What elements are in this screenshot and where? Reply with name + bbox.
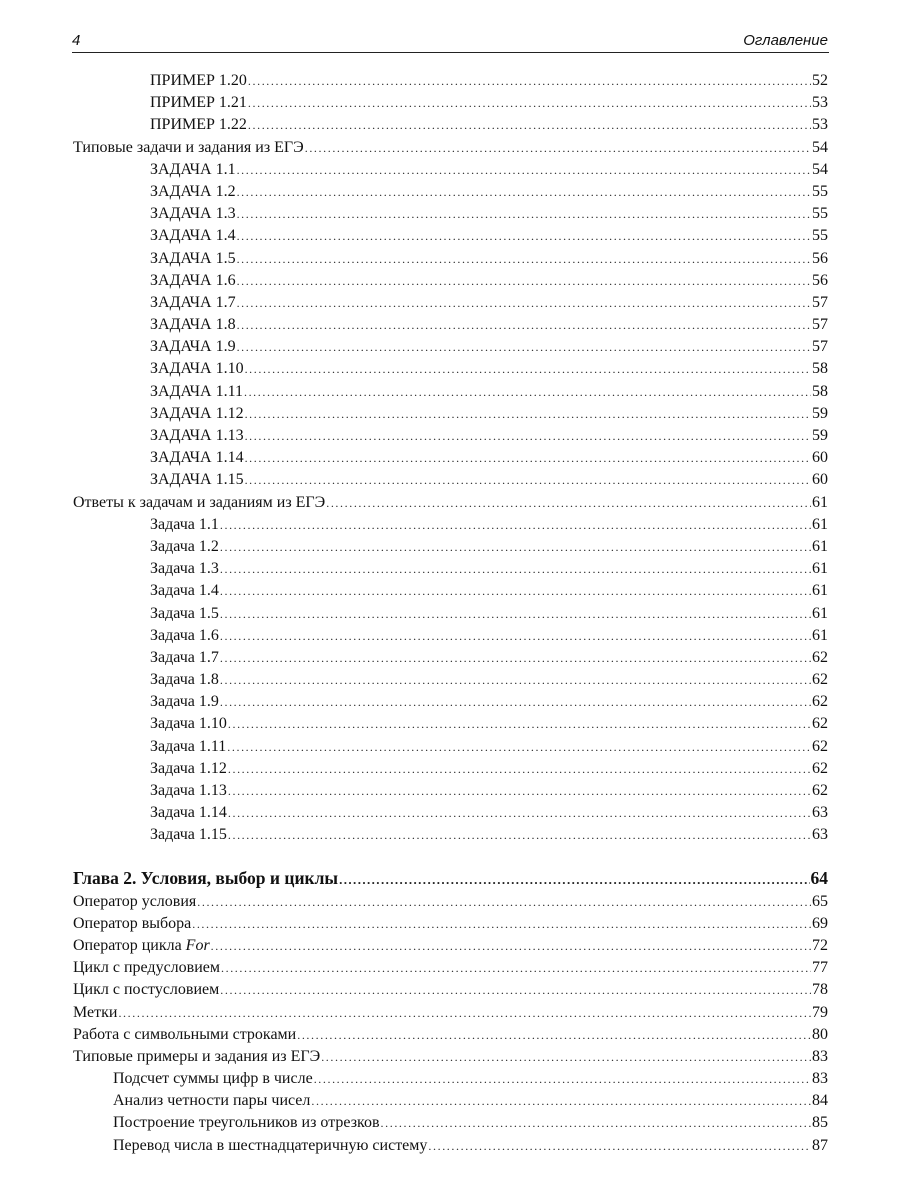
dot-leader xyxy=(220,625,811,647)
toc-entry-title: ЗАДАЧА 1.7 xyxy=(150,293,236,311)
dot-leader xyxy=(245,425,811,447)
toc-entry-page: 53 xyxy=(812,116,828,134)
toc-entry-title: Задача 1.15 xyxy=(150,826,227,844)
toc-entry-title: ЗАДАЧА 1.3 xyxy=(150,205,236,223)
toc-entry-page: 62 xyxy=(812,693,828,711)
table-of-contents xyxy=(73,70,828,1157)
dot-leader xyxy=(118,1002,811,1024)
toc-entry-title: ПРИМЕР 1.22 xyxy=(150,116,247,134)
toc-entry-title: ЗАДАЧА 1.5 xyxy=(150,249,236,267)
dot-leader xyxy=(220,558,811,580)
toc-entry-title: ЗАДАЧА 1.6 xyxy=(150,271,236,289)
dot-leader xyxy=(211,935,811,957)
toc-entry[interactable] xyxy=(73,669,828,691)
toc-entry-page: 77 xyxy=(812,959,828,977)
dot-leader xyxy=(297,1024,811,1046)
toc-entry-page: 61 xyxy=(812,560,828,578)
dot-leader xyxy=(220,536,811,558)
toc-entry-page: 63 xyxy=(812,804,828,822)
toc-entry[interactable] xyxy=(73,691,828,713)
toc-entry[interactable] xyxy=(73,92,828,114)
toc-entry[interactable] xyxy=(73,736,828,758)
toc-entry[interactable] xyxy=(73,403,828,425)
toc-entry[interactable] xyxy=(73,314,828,336)
toc-entry-page: 61 xyxy=(812,582,828,600)
dot-leader xyxy=(314,1068,811,1090)
page-number: 4 xyxy=(72,32,81,49)
toc-entry-page: 57 xyxy=(812,293,828,311)
toc-entry-page: 69 xyxy=(812,914,828,932)
toc-entry[interactable] xyxy=(73,358,828,380)
dot-leader xyxy=(228,758,811,780)
dot-leader xyxy=(245,403,811,425)
toc-entry-page: 64 xyxy=(810,867,828,888)
toc-entry-page: 58 xyxy=(812,382,828,400)
toc-entry-title: Типовые задачи и задания из ЕГЭ xyxy=(73,138,304,156)
toc-entry-title: ЗАДАЧА 1.10 xyxy=(150,360,244,378)
dot-leader xyxy=(228,824,811,846)
toc-entry-page: 54 xyxy=(812,160,828,178)
toc-entry-page: 61 xyxy=(812,604,828,622)
dot-leader xyxy=(237,314,811,336)
toc-entry[interactable] xyxy=(73,780,828,802)
toc-entry-title: ЗАДАЧА 1.2 xyxy=(150,182,236,200)
dot-leader xyxy=(237,248,811,270)
toc-entry-page: 60 xyxy=(812,471,828,489)
toc-entry[interactable] xyxy=(73,824,828,846)
dot-leader xyxy=(245,358,811,380)
toc-entry[interactable] xyxy=(73,625,828,647)
dot-leader xyxy=(197,891,811,913)
toc-entry-page: 59 xyxy=(812,404,828,422)
toc-entry-page: 63 xyxy=(812,826,828,844)
toc-entry-title: Задача 1.9 xyxy=(150,693,219,711)
toc-entry-page: 61 xyxy=(812,626,828,644)
toc-entry-page: 62 xyxy=(812,715,828,733)
toc-entry-title: ЗАДАЧА 1.1 xyxy=(150,160,236,178)
toc-entry-page: 84 xyxy=(812,1092,828,1110)
toc-entry-title: Построение треугольников из отрезков xyxy=(113,1114,380,1132)
toc-entry[interactable] xyxy=(73,1112,828,1134)
toc-entry-page: 53 xyxy=(812,94,828,112)
toc-entry-title: Оператор цикла For xyxy=(73,936,210,954)
toc-entry-title: Цикл с постусловием xyxy=(73,981,220,999)
toc-entry-title: ЗАДАЧА 1.9 xyxy=(150,338,236,356)
toc-entry-page: 62 xyxy=(812,737,828,755)
toc-entry-page: 56 xyxy=(812,249,828,267)
toc-entry-page: 59 xyxy=(812,427,828,444)
dot-leader xyxy=(221,957,811,979)
dot-leader xyxy=(220,603,811,625)
dot-leader xyxy=(237,270,811,292)
dot-leader xyxy=(237,181,811,203)
dot-leader xyxy=(237,336,811,358)
toc-entry-title: Подсчет суммы цифр в числе xyxy=(113,1070,313,1088)
toc-entry[interactable] xyxy=(73,425,828,447)
dot-leader xyxy=(220,647,811,669)
toc-entry[interactable] xyxy=(73,913,828,935)
toc-entry-page: 55 xyxy=(812,205,828,223)
toc-entry-title: ЗАДАЧА 1.11 xyxy=(150,382,243,400)
dot-leader xyxy=(248,70,811,92)
toc-entry[interactable] xyxy=(73,270,828,292)
toc-entry[interactable] xyxy=(73,802,828,824)
toc-entry-page: 65 xyxy=(812,892,828,910)
dot-leader xyxy=(339,869,809,891)
toc-entry[interactable] xyxy=(73,203,828,225)
toc-entry[interactable] xyxy=(73,248,828,270)
toc-entry-title: Задача 1.10 xyxy=(150,715,227,733)
toc-entry[interactable] xyxy=(73,758,828,780)
toc-entry-page: 56 xyxy=(812,271,828,289)
toc-entry-page: 83 xyxy=(812,1047,828,1065)
toc-entry-title: Работа с символьными строками xyxy=(73,1025,297,1043)
toc-entry-title: Задача 1.11 xyxy=(150,737,227,755)
toc-entry-title: Оператор условия xyxy=(73,892,197,910)
toc-entry-page: 83 xyxy=(812,1070,828,1088)
toc-entry-page: 52 xyxy=(812,72,828,89)
toc-entry-title: ЗАДАЧА 1.13 xyxy=(150,427,244,444)
dot-leader xyxy=(326,492,811,514)
toc-entry[interactable] xyxy=(73,1046,828,1068)
toc-entry-title: Задача 1.8 xyxy=(150,671,219,689)
toc-entry-page: 79 xyxy=(812,1003,828,1021)
dot-leader xyxy=(220,514,811,536)
toc-entry-title: Задача 1.2 xyxy=(150,537,219,555)
toc-entry-page: 61 xyxy=(812,493,828,511)
dot-leader xyxy=(227,736,811,758)
toc-entry[interactable] xyxy=(73,469,828,491)
toc-entry[interactable] xyxy=(73,159,828,181)
toc-entry-title: Задача 1.14 xyxy=(150,804,227,822)
toc-entry-page: 80 xyxy=(812,1025,828,1043)
toc-entry[interactable] xyxy=(73,225,828,247)
toc-entry[interactable] xyxy=(73,1090,828,1112)
toc-entry[interactable] xyxy=(73,536,828,558)
dot-leader xyxy=(228,802,811,824)
dot-leader xyxy=(245,469,811,491)
dot-leader xyxy=(237,292,811,314)
toc-entry-page: 72 xyxy=(812,936,828,954)
toc-entry[interactable] xyxy=(73,603,828,625)
dot-leader xyxy=(428,1135,811,1157)
toc-entry-page: 54 xyxy=(812,138,828,156)
dot-leader xyxy=(220,979,811,1001)
toc-entry[interactable] xyxy=(73,447,828,469)
dot-leader xyxy=(192,913,811,935)
toc-entry-title: Ответы к задачам и заданиям из ЕГЭ xyxy=(73,493,326,511)
dot-leader xyxy=(305,137,811,159)
toc-entry-title: Цикл с предусловием xyxy=(73,959,220,977)
toc-entry[interactable] xyxy=(73,492,828,514)
toc-entry[interactable] xyxy=(73,891,828,913)
toc-entry-page: 61 xyxy=(812,515,828,533)
toc-entry-page: 62 xyxy=(812,648,828,666)
toc-entry-page: 62 xyxy=(812,671,828,689)
toc-entry-title: Анализ четности пары чисел xyxy=(113,1092,311,1110)
toc-entry-title: Задача 1.13 xyxy=(150,782,227,799)
dot-leader xyxy=(311,1090,811,1112)
toc-entry[interactable] xyxy=(73,1068,828,1090)
dot-leader xyxy=(228,780,811,802)
toc-entry[interactable] xyxy=(73,935,828,957)
dot-leader xyxy=(220,669,811,691)
dot-leader xyxy=(245,447,811,469)
toc-entry-title: Оператор выбора xyxy=(73,914,192,932)
toc-entry-page: 57 xyxy=(812,316,828,334)
toc-entry-title: ЗАДАЧА 1.12 xyxy=(150,404,244,422)
toc-entry[interactable] xyxy=(73,957,828,979)
toc-entry[interactable] xyxy=(73,647,828,669)
toc-entry-page: 62 xyxy=(812,759,828,777)
dot-leader xyxy=(321,1046,811,1068)
toc-entry[interactable] xyxy=(73,70,828,92)
page-header xyxy=(72,30,829,53)
dot-leader xyxy=(248,114,811,136)
toc-entry-title: ЗАДАЧА 1.4 xyxy=(150,227,236,245)
toc-entry-title: Задача 1.12 xyxy=(150,759,227,777)
toc-chapter-entry[interactable] xyxy=(73,867,828,891)
toc-entry[interactable] xyxy=(73,181,828,203)
toc-entry[interactable] xyxy=(73,580,828,602)
toc-entry-title: ПРИМЕР 1.20 xyxy=(150,72,247,89)
toc-entry-page: 85 xyxy=(812,1114,828,1132)
toc-entry-title: Задача 1.5 xyxy=(150,604,219,622)
dot-leader xyxy=(381,1112,811,1134)
toc-entry-title: ПРИМЕР 1.21 xyxy=(150,94,247,112)
toc-entry-title: Задача 1.1 xyxy=(150,515,219,533)
dot-leader xyxy=(220,580,811,602)
toc-entry-title: ЗАДАЧА 1.8 xyxy=(150,316,236,334)
toc-entry[interactable] xyxy=(73,558,828,580)
toc-entry-title: Типовые примеры и задания из ЕГЭ xyxy=(73,1047,321,1065)
toc-entry-title: ЗАДАЧА 1.14 xyxy=(150,449,244,467)
toc-entry-title: Перевод числа в шестнадцатеричную систему xyxy=(113,1136,428,1154)
toc-entry-page: 87 xyxy=(812,1136,828,1154)
dot-leader xyxy=(237,225,811,247)
dot-leader xyxy=(228,713,811,735)
toc-entry-page: 78 xyxy=(812,981,828,999)
toc-entry-title: Задача 1.7 xyxy=(150,648,219,666)
toc-entry[interactable] xyxy=(73,292,828,314)
toc-entry-title: Задача 1.6 xyxy=(150,626,219,644)
toc-entry-title: Метки xyxy=(73,1003,118,1021)
toc-entry[interactable] xyxy=(73,336,828,358)
dot-leader xyxy=(237,159,811,181)
toc-entry[interactable] xyxy=(73,514,828,536)
toc-entry[interactable] xyxy=(73,713,828,735)
toc-entry[interactable] xyxy=(73,1024,828,1046)
toc-entry-title: Глава 2. Условия, выбор и циклы xyxy=(73,867,339,888)
toc-entry-page: 57 xyxy=(812,338,828,356)
toc-entry-page: 60 xyxy=(812,449,828,467)
toc-entry[interactable] xyxy=(73,979,828,1001)
toc-entry[interactable] xyxy=(73,1002,828,1024)
toc-entry-page: 62 xyxy=(812,782,828,799)
toc-entry[interactable] xyxy=(73,1135,828,1157)
toc-entry-page: 55 xyxy=(812,182,828,200)
toc-entry-page: 55 xyxy=(812,227,828,245)
dot-leader xyxy=(248,92,811,114)
dot-leader xyxy=(237,203,811,225)
toc-entry-page: 61 xyxy=(812,537,828,555)
toc-entry-title: Задача 1.4 xyxy=(150,582,219,600)
toc-entry-page: 58 xyxy=(812,360,828,378)
toc-entry-title: Задача 1.3 xyxy=(150,560,219,578)
dot-leader xyxy=(244,381,811,403)
toc-entry[interactable] xyxy=(73,114,828,136)
toc-entry-title: ЗАДАЧА 1.15 xyxy=(150,471,244,489)
dot-leader xyxy=(220,691,811,713)
toc-entry[interactable] xyxy=(73,137,828,159)
toc-entry[interactable] xyxy=(73,381,828,403)
header-title: Оглавление xyxy=(743,32,828,49)
